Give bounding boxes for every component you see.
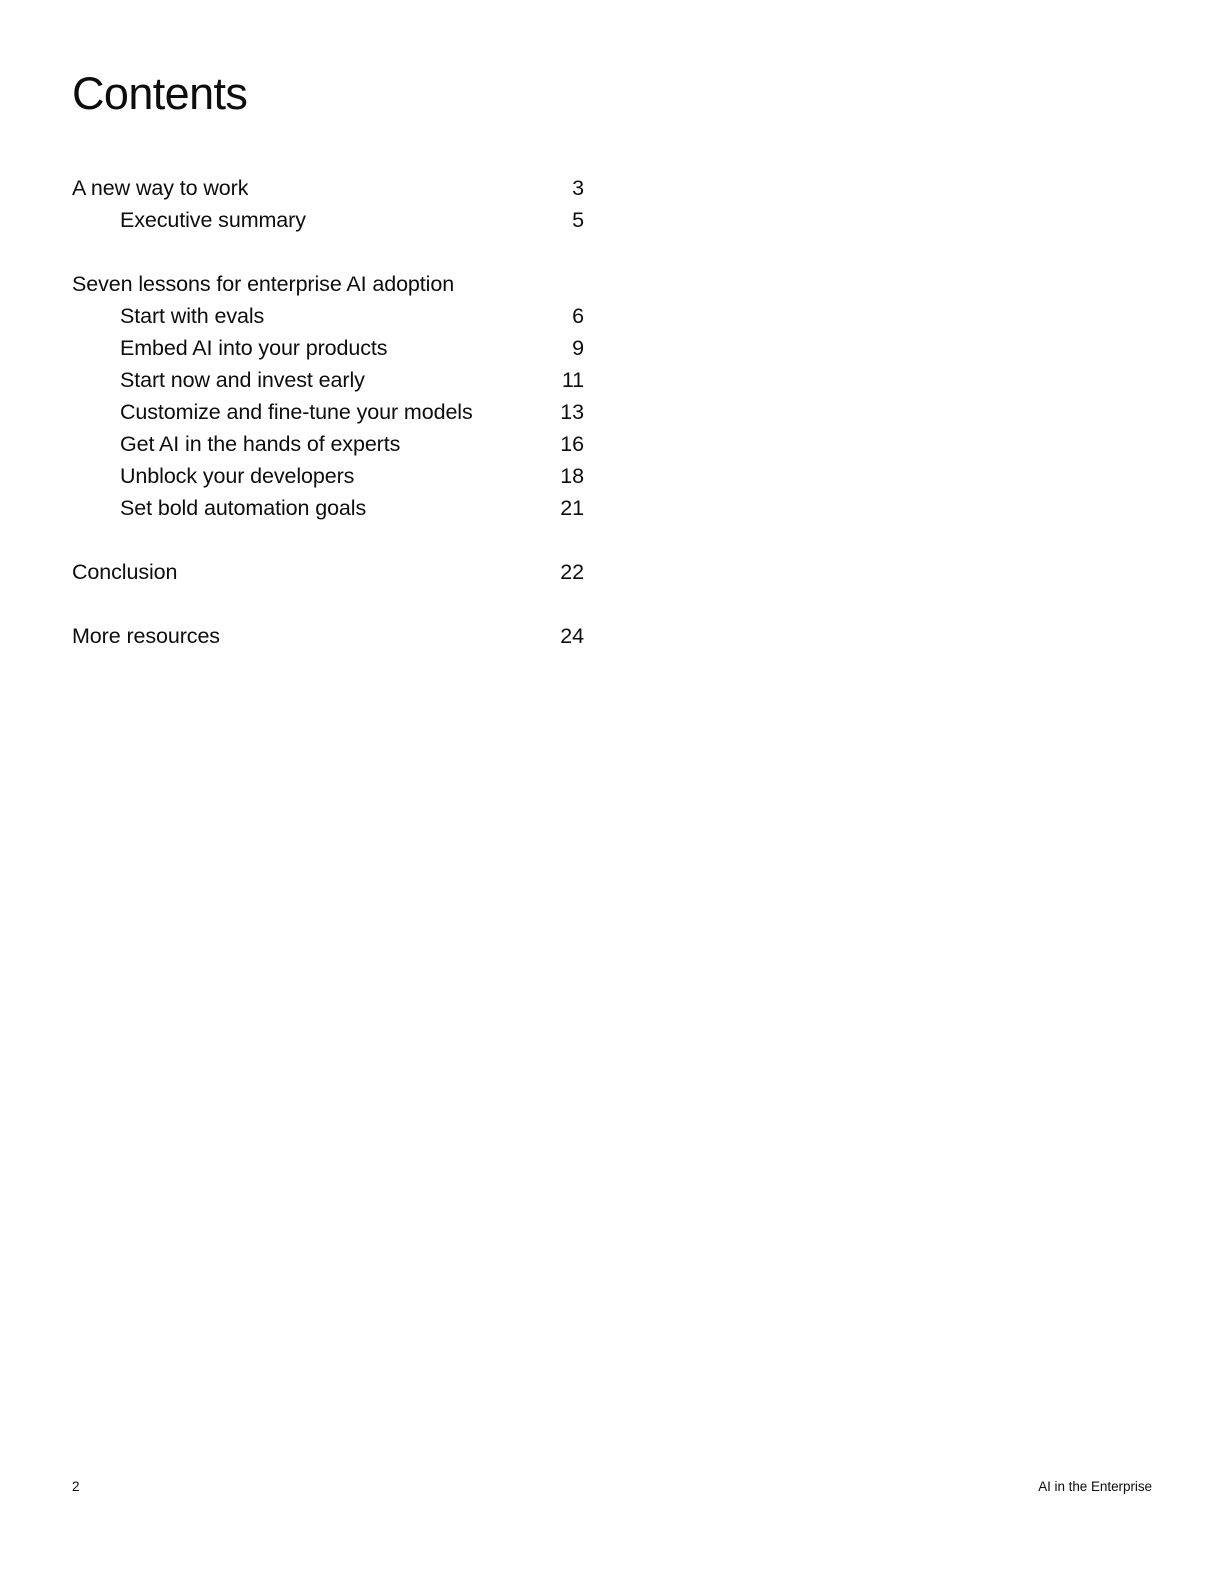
toc-entry-page-number: 24 [560,624,584,648]
footer-document-name: AI in the Enterprise [1038,1479,1152,1494]
toc-group [72,268,584,524]
toc-entry-label: Conclusion [72,560,178,584]
toc-sub-entry[interactable] [72,396,584,428]
toc-sub-entry[interactable] [72,364,584,396]
toc-entry-page-number: 5 [572,208,584,232]
toc-group [72,172,584,236]
toc-entry-page-number: 16 [560,432,584,456]
toc-entry-page-number: 13 [560,400,584,424]
toc-entry[interactable] [72,556,584,588]
toc-entry-page-number: 3 [572,176,584,200]
toc-sub-entry[interactable] [72,332,584,364]
toc-group [72,556,584,588]
page-title: Contents [72,68,248,119]
toc-entry-label: Set bold automation goals [120,496,367,520]
toc-entry-label: Start with evals [120,304,265,328]
toc-sub-entry[interactable] [72,460,584,492]
toc-sub-entry[interactable] [72,204,584,236]
toc-entry-page-number: 11 [561,368,584,392]
toc-entry-page-number: 22 [560,560,584,584]
toc-sub-entry[interactable] [72,428,584,460]
toc-sub-entry[interactable] [72,492,584,524]
toc-entry-label: Get AI in the hands of experts [120,432,401,456]
footer-page-number: 2 [72,1479,80,1494]
toc-entry-label: Seven lessons for enterprise AI adoption [72,272,455,296]
toc-entry-page-number: 18 [560,464,584,488]
toc-entry[interactable] [72,620,584,652]
toc-group [72,620,584,652]
toc-sub-entry[interactable] [72,300,584,332]
toc-entry-label: Customize and fine-tune your models [120,400,473,424]
toc-entry-page-number: 21 [560,496,584,520]
toc-entry-label: Unblock your developers [120,464,355,488]
toc-entry-label: Start now and invest early [120,368,365,392]
toc-entry-label: Executive summary [120,208,306,232]
toc-entry-page-number: 9 [572,336,584,360]
toc-entry-label: A new way to work [72,176,249,200]
toc-entry[interactable] [72,268,584,300]
page-footer [72,1477,1152,1497]
table-of-contents [72,172,584,652]
toc-entry-label: More resources [72,624,220,648]
toc-entry-page-number: 6 [572,304,584,328]
toc-entry[interactable] [72,172,584,204]
toc-entry-label: Embed AI into your products [120,336,388,360]
